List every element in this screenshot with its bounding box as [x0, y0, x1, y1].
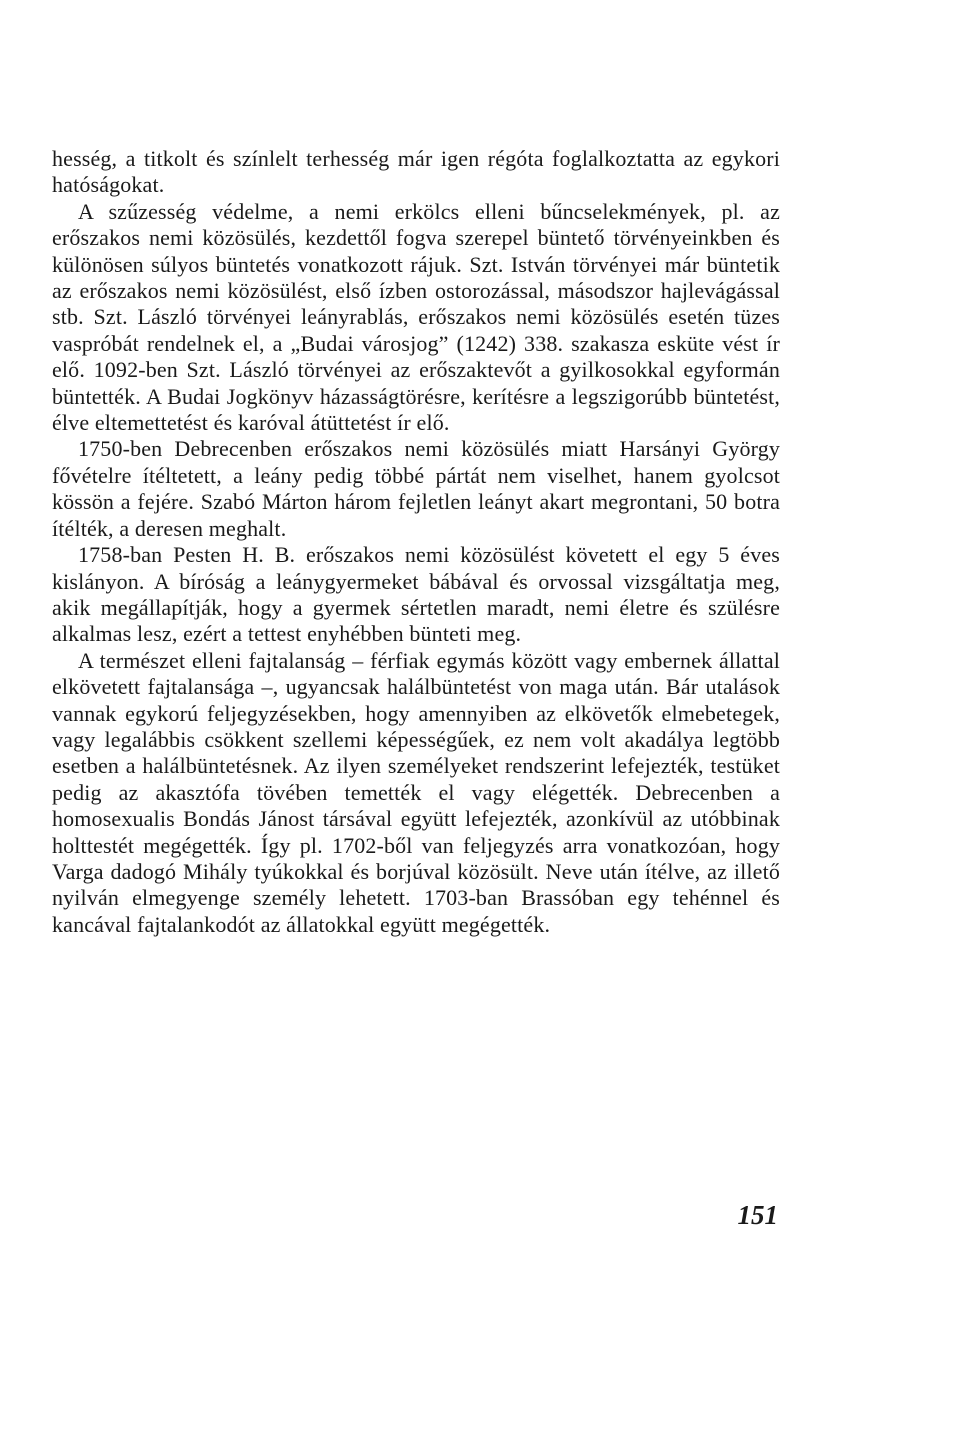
paragraph-5: A természet elleni fajtalanság – férfiak egymás között vagy embernek állattal elkövetett fajtalansága –, ugyancsak halálbüntetést von maga után. Bár utalások vannak egykorú feljegyzésekben, hogy amennyiben az elkövetők elmebetegek, vagy legalábbis csökkent szellemi képességűek, ez nem volt akadálya legtöbb esetben a halálbüntetésnek. Az ilyen személyeket rendszerint lefejezték, testüket pedig az akasztófa tövében temették el vagy elégették. Debrecenben a homosexualis Bondás Jánost társával együtt lefejezték, azonkívül az utóbbinak holttestét megégették. Így pl. 1702-ből van feljegyzés arra vonatkozóan, hogy Varga dadogó Mihály tyúkokkal és borjúval közösült. Neve után ítélve, az illető nyilván elmegyenge személy lehetett. 1703-ban Brassóban egy tehénnel és kancával fajtalankodót az állatokkal együtt megégették.: [52, 647, 780, 937]
paragraph-1: hesség, a titkolt és színlelt terhesség már igen régóta foglalkoztatta az egykori hatóságokat.: [52, 146, 780, 198]
page-number: 151: [737, 1200, 778, 1230]
body-text: [52, 146, 780, 938]
paragraph-2: A szűzesség védelme, a nemi erkölcs elleni bűncselekmények, pl. az erőszakos nemi közösülés, kezdettől fogva szerepel büntető törvényeinkben és különösen súlyos büntetés vonatkozott rájuk. Szt. István törvényei már büntetik az erőszakos nemi közösülést, első ízben ostorozással, másodszor hajlevágással stb. Szt. László törvényei leányrablás, erőszakos nemi közösülés esetén tüzes vaspróbát rendelnek el, a „Budai városjog” (1242) 338. szakasza esküte vést ír elő. 1092-ben Szt. László törvényei az erőszaktevőt a gyilkosokkal egyformán büntették. A Budai Jogkönyv házasságtörésre, kerítésre a legszigorúbb büntetést, élve eltemettetést és karóval átüttetést ír elő.: [52, 198, 780, 436]
paragraph-4: 1758-ban Pesten H. B. erőszakos nemi közösülést követett el egy 5 éves kislányon. A bíróság a leánygyermeket bábával és orvossal vizsgáltatja meg, akik megállapítják, hogy a gyermek sértetlen maradt, nemi életre és szülésre alkalmas lesz, ezért a tettest enyhébben bünteti meg.: [52, 542, 780, 647]
paragraph-3: 1750-ben Debrecenben erőszakos nemi közösülés miatt Harsányi György fővételre ítéltetett, a leány pedig többé pártát nem viselhet, hanem gyolcsot kössön a fejére. Szabó Márton három fejletlen leányt akart megrontani, 50 botra ítélték, a deresen meghalt.: [52, 436, 780, 541]
